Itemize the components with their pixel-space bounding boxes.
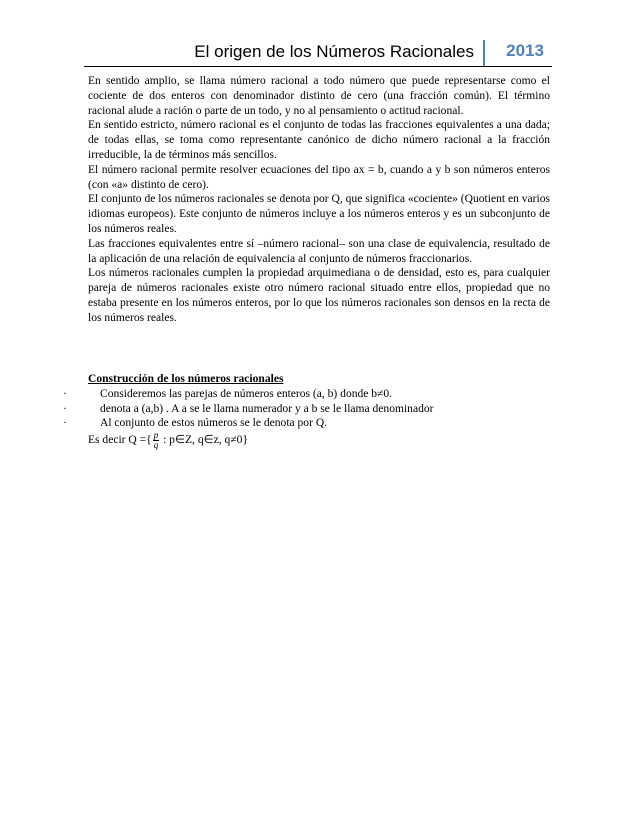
bullet-marker: · [63,417,67,430]
bullet-marker: · [63,387,67,400]
page-header [84,40,552,67]
paragraph-equations: El número racional permite resolver ecuaciones del tipo ax = b, cuando a y b son números enteros (con «a» distinto de cero). [88,163,550,191]
section-heading: Construcción de los números racionales [88,373,284,385]
construction-section [63,372,558,451]
bullet-text: Al conjunto de estos números se le denota por Q. [100,417,328,430]
bullet-item [63,416,558,431]
bullet-marker: · [63,402,67,415]
fraction-p-over-q [153,431,160,450]
bullet-item [63,387,558,402]
paragraph-density: Los números racionales cumplen la propiedad arquimediana o de densidad, esto es, para cualquier pareja de números racionales existe otro número racional situado entre ellos, propiedad que no estaba presente en los números enteros, por lo que los números racionales son densos en la recta de los números reales. [88,267,550,324]
paragraph-set-q: El conjunto de los números racionales se denota por Q, que significa «cociente» (Quotient en varios idiomas europeos). Este conjunto de números incluye a los números enteros y es un subconjunto de los números reales. [88,193,550,235]
paragraph-definition-strict: En sentido estricto, número racional es el conjunto de todas las fracciones equivalentes a una dada; de todas ellas, se toma como representante canónico de dicho número racional a la fracción irreducible, la de términos más sencillos. [88,119,550,161]
bullet-item [63,402,558,417]
header-separator [483,40,485,66]
fraction-numerator: p [153,430,159,441]
formula-prefix: Es decir Q ={ [88,434,152,447]
formula-suffix: : p∈Z, q∈z, q≠0} [160,434,248,447]
fraction-denominator: q [153,440,159,451]
paragraph-definition-broad: En sentido amplio, se llama número racional a todo número que puede representarse como el cociente de dos enteros con denominador distinto de cero (una fracción común). El término racional alude a ración o parte de un todo, y no al pensamiento o actitud racional. [88,75,550,117]
header-title: El origen de los Números Racionales [194,42,474,61]
paragraph-equivalence: Las fracciones equivalentes entre sí –número racional– son una clase de equivalencia, resultado de la aplicación de una relación de equivalencia al conjunto de números fraccionarios. [88,237,550,265]
formula-line [88,431,558,450]
bullet-text: Consideremos las parejas de números enteros (a, b) donde b≠0. [100,387,393,400]
header-year: 2013 [506,41,544,60]
body-text [88,74,550,326]
bullet-text: denota a (a,b) . A a se le llama numerador y a b se le llama denominador [100,402,434,415]
